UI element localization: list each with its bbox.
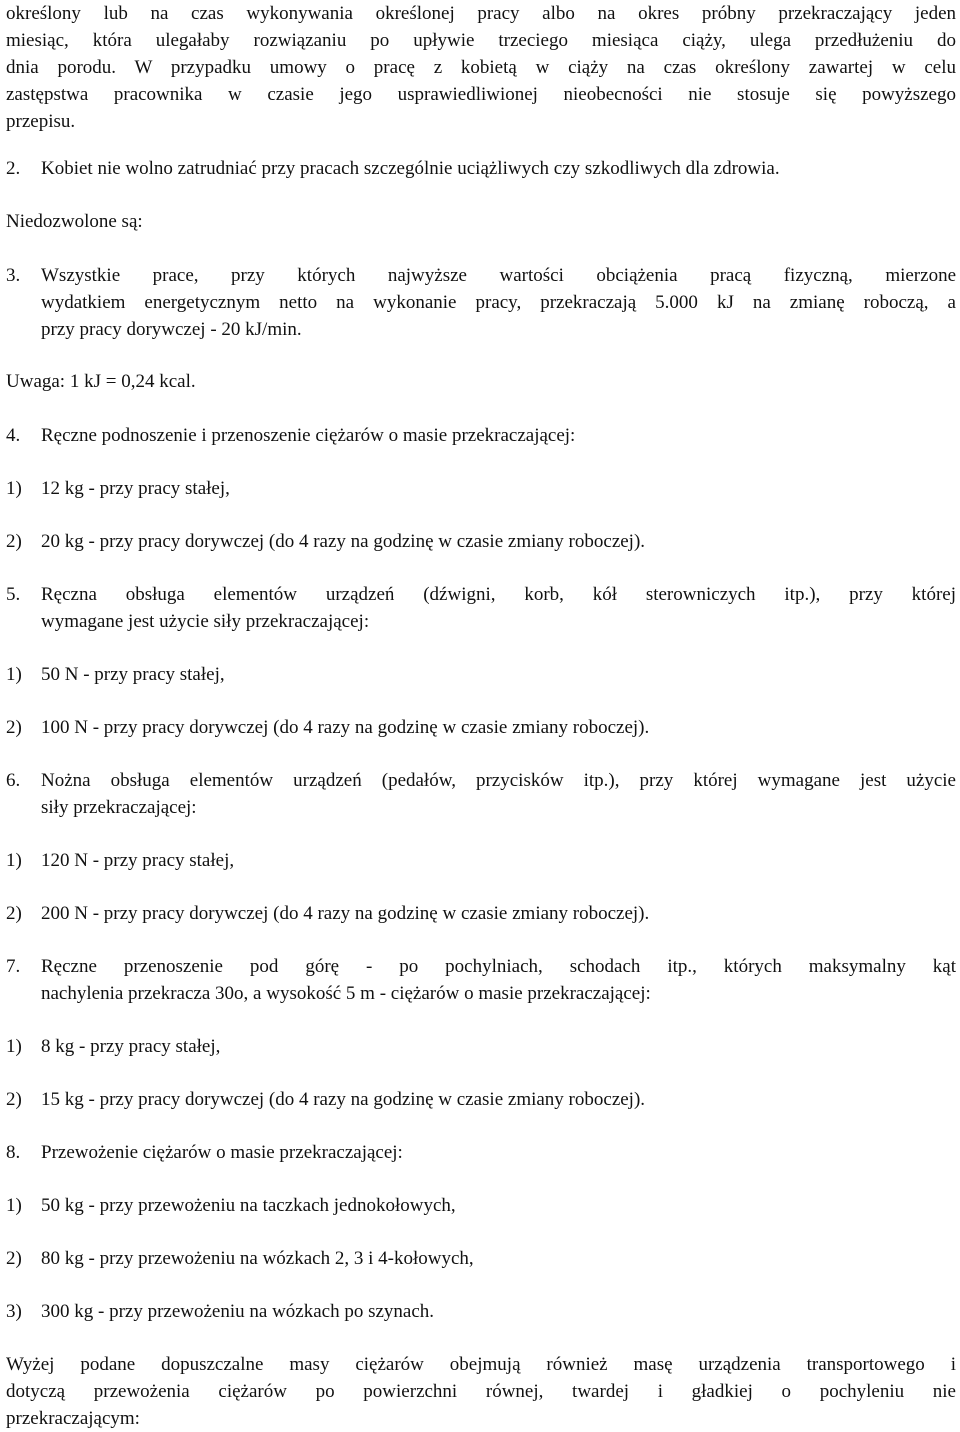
point-text-line: Ręczne przenoszenie pod górę - po pochylniach, schodach itp., których maksymalny kąt [41, 956, 956, 977]
point-number: 4. [6, 425, 21, 446]
list-item-number: 2) [6, 1089, 22, 1110]
closing-line: dotyczą przewożenia ciężarów po powierzchni równej, twardej i gładkiej o pochyleniu nie [6, 1381, 956, 1402]
list-item [6, 1086, 956, 1113]
list-item-number: 1) [6, 478, 22, 499]
list-item-text: 8 kg - przy pracy stałej, [41, 1036, 221, 1057]
uwaga-note: Uwaga: 1 kJ = 0,24 kcal. [6, 371, 196, 392]
list-item-number: 2) [6, 717, 22, 738]
list-item-number: 3) [6, 1301, 22, 1322]
list-item [6, 528, 956, 555]
list-item-text: 50 N - przy pracy stałej, [41, 664, 225, 685]
list-item-number: 2) [6, 1248, 22, 1269]
list-item [6, 1033, 956, 1060]
list-item-number: 2) [6, 903, 22, 924]
list-item-number: 1) [6, 1036, 22, 1057]
list-item-number: 1) [6, 850, 22, 871]
list-item [6, 1192, 956, 1219]
point-5 [6, 581, 956, 635]
intro-line: dnia porodu. W przypadku umowy o pracę z kobietą w ciąży na czas określony zawartej w celu [6, 57, 956, 78]
point-3 [6, 262, 956, 343]
point-text-line: Wszystkie prace, przy których najwyższe wartości obciążenia pracą fizyczną, mierzone [41, 265, 956, 286]
list-item-text: 20 kg - przy pracy dorywczej (do 4 razy na godzinę w czasie zmiany roboczej). [41, 531, 646, 552]
closing-line: przekraczającym: [6, 1408, 140, 1429]
point-text-line: przy pracy dorywczej - 20 kJ/min. [41, 319, 302, 340]
intro-paragraph [6, 0, 956, 135]
intro-line: przepisu. [6, 111, 76, 132]
point-number: 7. [6, 956, 21, 977]
point-6 [6, 767, 956, 821]
list-item-text: 120 N - przy pracy stałej, [41, 850, 235, 871]
point-number: 8. [6, 1142, 21, 1163]
intro-line: zastępstwa pracownika w czasie jego usprawiedliwionej nieobecności nie stosuje się powyższego [6, 84, 956, 105]
point-4 [6, 422, 956, 449]
point-text-line: wymagane jest użycie siły przekraczającej: [41, 611, 370, 632]
list-item-text: 50 kg - przy przewożeniu na taczkach jednokołowych, [41, 1195, 456, 1216]
point-number: 3. [6, 265, 21, 286]
list-item-text: 300 kg - przy przewożeniu na wózkach po szynach. [41, 1301, 435, 1322]
list-item-text: 80 kg - przy przewożeniu na wózkach 2, 3 i 4-kołowych, [41, 1248, 474, 1269]
list-item [6, 661, 956, 688]
point-8 [6, 1139, 956, 1166]
point-text-line: siły przekraczającej: [41, 797, 197, 818]
point-number: 2. [6, 158, 21, 179]
list-item-number: 1) [6, 1195, 22, 1216]
list-item [6, 1245, 956, 1272]
list-item [6, 714, 956, 741]
closing-paragraph [6, 1351, 956, 1432]
list-item-text: 15 kg - przy pracy dorywczej (do 4 razy na godzinę w czasie zmiany roboczej). [41, 1089, 646, 1110]
list-item-number: 1) [6, 664, 22, 685]
intro-line: miesiąc, która ulegałaby rozwiązaniu po upływie trzeciego miesiąca ciąży, ulega przedłużeniu do [6, 30, 956, 51]
niedozwolone-heading: Niedozwolone są: [6, 211, 143, 232]
point-text: Przewożenie ciężarów o masie przekraczającej: [41, 1142, 403, 1163]
closing-line: Wyżej podane dopuszczalne masy ciężarów obejmują również masę urządzenia transportowego i [6, 1354, 956, 1375]
point-number: 5. [6, 584, 21, 605]
point-text: Kobiet nie wolno zatrudniać przy pracach szczególnie uciążliwych czy szkodliwych dla zdrowia. [41, 158, 780, 179]
point-text: Ręczne podnoszenie i przenoszenie ciężarów o masie przekraczającej: [41, 425, 576, 446]
list-item-text: 200 N - przy pracy dorywczej (do 4 razy na godzinę w czasie zmiany roboczej). [41, 903, 650, 924]
point-7 [6, 953, 956, 1007]
point-number: 6. [6, 770, 21, 791]
list-item-number: 2) [6, 531, 22, 552]
point-2 [6, 155, 956, 182]
list-item [6, 900, 956, 927]
point-text-line: Ręczna obsługa elementów urządzeń (dźwigni, korb, kół sterowniczych itp.), przy której [41, 584, 956, 605]
intro-line: określony lub na czas wykonywania określonej pracy albo na okres próbny przekraczający jeden [6, 3, 956, 24]
list-item [6, 847, 956, 874]
point-text-line: wydatkiem energetycznym netto na wykonanie pracy, przekraczają 5.000 kJ na zmianę roboczą, a [41, 292, 956, 313]
list-item [6, 1298, 956, 1325]
point-text-line: nachylenia przekracza 30o, a wysokość 5 m - ciężarów o masie przekraczającej: [41, 983, 651, 1004]
point-text-line: Nożna obsługa elementów urządzeń (pedałów, przycisków itp.), przy której wymagane jest użycie [41, 770, 956, 791]
list-item-text: 100 N - przy pracy dorywczej (do 4 razy na godzinę w czasie zmiany roboczej). [41, 717, 650, 738]
list-item-text: 12 kg - przy pracy stałej, [41, 478, 230, 499]
list-item [6, 475, 956, 502]
